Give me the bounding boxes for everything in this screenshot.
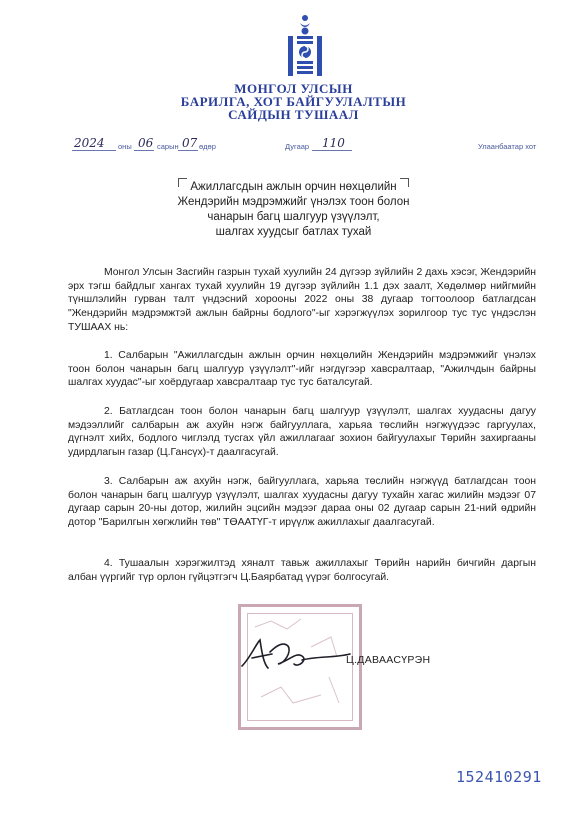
order-item-2: 2. Батлагдсан тоон болон чанарын багц шалгуур үзүүлэлт, шалгах хуудасны дагуу мэдээллийг салбарын аж ахуйн нэгж байгууллага, харьяа төслийн нэгжүүдээс гаргуулах, дүгнэлт хийх, бодлого чиглэлд тусгах үйл ажиллагааг зохион байгуулахыг Төрийн захиргааны удирдлагын газар (Ц.Гансүх)-т даалгасугай. <box>68 406 536 459</box>
preamble-paragraph: Монгол Улсын Засгийн газрын тухай хуулийн 24 дүгээр зүйлийн 2 дахь хэсэг, Жендэрийн эрх тэгш байдлыг хангах тухай хуулийн 19 дүгээр зүйлийн 1.1 дэх заалт, Хөдөлмөр нийгмийн түншлэлийн гурван талт үндэсний хорооны 2022 оны 38 дугаар тогтоолоор батлагдсан "Жендэрийн мэдрэмжтэй ажлын байрны бодлого"-ыг хэрэгжүүлэх зорилгоор тус тус үндэслэн ТУШААХ нь: <box>68 267 536 333</box>
city-label: Улаанбаатар хот <box>478 142 537 151</box>
title-line: чанарын багц шалгуур үзүүлэлт, <box>207 211 380 223</box>
soyombo-emblem-icon <box>286 14 324 78</box>
date-month: 06 <box>138 136 154 150</box>
document-registration-number: 152410291 <box>456 768 542 786</box>
title-line: шалгах хуудсыг батлах тухай <box>215 226 372 238</box>
date-year-label: оны <box>118 142 132 151</box>
order-item-1: 1. Салбарын "Ажиллагсдын ажлын орчин нөхцөлийн Жендэрийн мэдрэмжийг үнэлэх тоон болон чанарын багц шалгуур үзүүлэлт"-ийг нэгдүгээр хавсралтаар, "Ажилчдын байрны шалгах хуудас"-ыг хоёрдугаар хавсралтаар тус тус баталсугай. <box>68 350 536 389</box>
date-day-label: өдөр <box>199 142 216 151</box>
signer-name: Ц.ДАВААСҮРЭН <box>346 654 431 666</box>
date-month-label: сарын <box>157 142 179 151</box>
order-item-4: 4. Тушаалын хэрэгжилтэд хяналт тавьж ажиллахыг Төрийн нарийн бичгийн даргын албан үүргийг түр орлон гүйцэтгэгч Ц.Баярбатад үүрэг болгосугай. <box>68 558 536 583</box>
decree-type-title: САЙДЫН ТУШААЛ <box>228 107 359 122</box>
title-line: Жендэрийн мэдрэмжийг үнэлэх тоон болон <box>177 196 410 208</box>
decree-number: 110 <box>322 136 345 150</box>
date-day: 07 <box>182 136 198 150</box>
decree-title <box>0 180 587 240</box>
number-label: Дугаар <box>285 142 310 151</box>
title-line: Ажиллагсдын ажлын орчин нөхцөлийн <box>190 181 397 193</box>
date-year: 2024 <box>74 136 105 150</box>
handwritten-signature <box>238 630 358 680</box>
order-item-3: 3. Салбарын аж ахуйн нэгж, байгууллага, харьяа төслийн нэгжүүд батлагдсан тоон болон чанарын багц шалгуур үзүүлэлт, шалгах хуудасны дагуу тухайн хагас жилийн мэдээг 07 дугаар сарын 20-ны дотор, жилийн эцсийн мэдээг дараа оны 02 дугаар сарын 21-ний өдрийн дотор "Барилгын хөгжлийн төв" ТӨААТҮГ-т ирүүлж ажиллахыг даалгасугай. <box>68 476 536 529</box>
ministry-name-line1: МОНГОЛ УЛСЫН <box>234 81 353 96</box>
ministry-name-line2: БАРИЛГА, ХОТ БАЙГУУЛАЛТЫН <box>180 94 407 109</box>
date-line <box>0 136 587 156</box>
